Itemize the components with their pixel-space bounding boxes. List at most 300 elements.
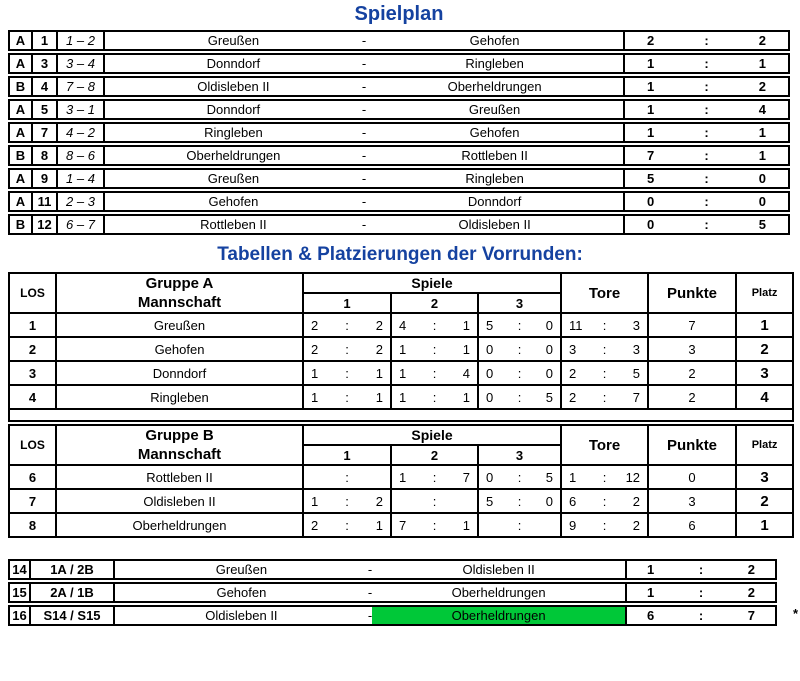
score-colon: : bbox=[704, 56, 709, 71]
score-home: 2 bbox=[647, 33, 655, 48]
colon: : bbox=[517, 365, 522, 381]
group-a-row bbox=[9, 361, 793, 385]
game1-home: 2 bbox=[311, 317, 319, 333]
colon: : bbox=[345, 517, 349, 533]
col-header-tore: Tore bbox=[561, 425, 648, 465]
match-number: 3 bbox=[33, 53, 58, 74]
dash-separator: - bbox=[361, 148, 367, 163]
group-a-row bbox=[9, 337, 793, 361]
game2-home: 7 bbox=[399, 517, 407, 533]
score-colon: : bbox=[704, 171, 709, 186]
colon: : bbox=[602, 469, 607, 485]
platz-value: 2 bbox=[736, 337, 793, 361]
finals-table bbox=[8, 557, 777, 628]
game1-result bbox=[303, 361, 391, 385]
match-group: A bbox=[8, 30, 33, 51]
game3-result bbox=[478, 385, 561, 409]
los-number: 7 bbox=[9, 489, 56, 513]
team2-name-highlighted: Oberheldrungen bbox=[372, 607, 625, 624]
score-home: 1 bbox=[647, 102, 655, 117]
colon: : bbox=[517, 389, 522, 405]
col-header-punkte: Punkte bbox=[648, 425, 736, 465]
tore-against: 5 bbox=[632, 365, 641, 381]
match-group: A bbox=[8, 168, 33, 189]
col-header-platz: Platz bbox=[736, 273, 793, 313]
tore-against: 3 bbox=[632, 317, 641, 333]
col-header-game1: 1 bbox=[303, 445, 391, 465]
colon: : bbox=[602, 365, 607, 381]
punkte-value: 0 bbox=[648, 465, 736, 489]
tore-result bbox=[561, 465, 648, 489]
game1-away: 2 bbox=[375, 493, 383, 509]
game2-away: 4 bbox=[462, 365, 470, 381]
colon: : bbox=[432, 389, 437, 405]
team1-name: Donndorf bbox=[206, 102, 261, 117]
match-row bbox=[8, 53, 790, 74]
team-name: Gehofen bbox=[56, 337, 303, 361]
game2-away: 1 bbox=[462, 341, 470, 357]
team2-name: Rottleben II bbox=[461, 148, 528, 163]
score-away: 5 bbox=[758, 217, 766, 232]
game1-home: 2 bbox=[311, 341, 319, 357]
match-pairing: 3 – 4 bbox=[58, 53, 105, 74]
game2-result bbox=[391, 465, 478, 489]
match-number: 7 bbox=[33, 122, 58, 143]
colon: : bbox=[602, 517, 607, 533]
game3-away: 0 bbox=[545, 493, 554, 509]
colon: : bbox=[432, 365, 437, 381]
game3-result bbox=[478, 337, 561, 361]
team1-name: Greußen bbox=[207, 33, 260, 48]
los-number: 6 bbox=[9, 465, 56, 489]
match-number: 5 bbox=[33, 99, 58, 120]
colon: : bbox=[517, 517, 522, 533]
colon: : bbox=[432, 493, 437, 509]
empty-cell bbox=[9, 409, 793, 421]
tore-for: 2 bbox=[569, 365, 577, 381]
match-row bbox=[8, 76, 790, 97]
game2-away: 1 bbox=[462, 389, 470, 405]
colon: : bbox=[432, 341, 437, 357]
group-b-row bbox=[9, 513, 793, 537]
match-score bbox=[625, 145, 790, 166]
punkte-value: 3 bbox=[648, 489, 736, 513]
score-home: 1 bbox=[647, 585, 655, 600]
team2-name: Donndorf bbox=[467, 194, 522, 209]
game2-result bbox=[391, 337, 478, 361]
col-header-tore: Tore bbox=[561, 273, 648, 313]
colon: : bbox=[345, 365, 349, 381]
final-score bbox=[627, 582, 777, 603]
game2-result bbox=[391, 513, 478, 537]
tore-for: 2 bbox=[569, 389, 577, 405]
team2-name: Ringleben bbox=[465, 171, 524, 186]
team-name: Oldisleben II bbox=[56, 489, 303, 513]
punkte-value: 3 bbox=[648, 337, 736, 361]
dash-separator: - bbox=[361, 79, 367, 94]
note-asterisk: * bbox=[792, 606, 798, 621]
score-away: 0 bbox=[758, 194, 766, 209]
match-score bbox=[625, 191, 790, 212]
tore-against: 2 bbox=[632, 517, 641, 533]
colon: : bbox=[345, 469, 349, 485]
score-home: 1 bbox=[647, 79, 655, 94]
score-away: 2 bbox=[747, 585, 755, 600]
match-group: B bbox=[8, 76, 33, 97]
punkte-value: 7 bbox=[648, 313, 736, 337]
game3-result bbox=[478, 489, 561, 513]
score-colon: : bbox=[704, 194, 709, 209]
final-code: 2A / 1B bbox=[31, 582, 115, 603]
colon: : bbox=[517, 493, 522, 509]
group-a-name: Gruppe A bbox=[145, 275, 214, 292]
dash-separator: - bbox=[361, 125, 367, 140]
game3-home: 5 bbox=[486, 317, 494, 333]
match-teams bbox=[105, 191, 625, 212]
match-pairing: 1 – 2 bbox=[58, 30, 105, 51]
colon: : bbox=[517, 341, 522, 357]
game1-result bbox=[303, 337, 391, 361]
final-row bbox=[8, 605, 777, 626]
game2-away: 1 bbox=[462, 517, 470, 533]
col-header-punkte: Punkte bbox=[648, 273, 736, 313]
team1-name: Ringleben bbox=[204, 125, 263, 140]
match-pairing: 3 – 1 bbox=[58, 99, 105, 120]
game3-home: 0 bbox=[486, 469, 494, 485]
platz-value: 4 bbox=[736, 385, 793, 409]
dash-separator: - bbox=[361, 171, 367, 186]
game3-away: 0 bbox=[545, 317, 554, 333]
col-header-spiele: Spiele bbox=[303, 425, 561, 445]
score-colon: : bbox=[704, 125, 709, 140]
team1-name: Donndorf bbox=[206, 56, 261, 71]
tore-result bbox=[561, 489, 648, 513]
match-teams bbox=[105, 214, 625, 235]
match-score bbox=[625, 76, 790, 97]
match-pairing: 2 – 3 bbox=[58, 191, 105, 212]
score-colon: : bbox=[704, 79, 709, 94]
score-home: 1 bbox=[647, 56, 655, 71]
team1-name: Gehofen bbox=[208, 194, 259, 209]
group-a-table bbox=[8, 272, 794, 422]
tore-result bbox=[561, 337, 648, 361]
match-number: 1 bbox=[33, 30, 58, 51]
final-score bbox=[627, 605, 777, 626]
match-group: A bbox=[8, 122, 33, 143]
match-score bbox=[625, 214, 790, 235]
col-header-spiele: Spiele bbox=[303, 273, 561, 293]
colon: : bbox=[602, 317, 607, 333]
game3-home: 5 bbox=[486, 493, 494, 509]
col-header-game3: 3 bbox=[478, 445, 561, 465]
colon: : bbox=[432, 469, 437, 485]
tore-for: 6 bbox=[569, 493, 577, 509]
team1-name: Oberheldrungen bbox=[186, 148, 281, 163]
col-header-game1: 1 bbox=[303, 293, 391, 313]
game3-home: 0 bbox=[486, 389, 494, 405]
game1-result bbox=[303, 489, 391, 513]
game2-home: 4 bbox=[399, 317, 407, 333]
team-name: Donndorf bbox=[56, 361, 303, 385]
team2-name: Gehofen bbox=[469, 125, 520, 140]
match-score bbox=[625, 53, 790, 74]
match-pairing: 4 – 2 bbox=[58, 122, 105, 143]
match-pairing: 1 – 4 bbox=[58, 168, 105, 189]
colon: : bbox=[432, 317, 437, 333]
colon: : bbox=[517, 469, 522, 485]
game2-home: 1 bbox=[399, 469, 407, 485]
colon: : bbox=[432, 517, 437, 533]
score-away: 0 bbox=[758, 171, 766, 186]
final-row bbox=[8, 582, 777, 603]
col-header-mannschaft bbox=[56, 273, 303, 313]
score-away: 1 bbox=[758, 148, 766, 163]
team2-name: Oberheldrungen bbox=[447, 79, 542, 94]
match-score bbox=[625, 99, 790, 120]
game3-result bbox=[478, 465, 561, 489]
dash-separator: - bbox=[367, 562, 373, 577]
platz-value: 1 bbox=[736, 313, 793, 337]
game1-away: 1 bbox=[375, 389, 383, 405]
match-number: 4 bbox=[33, 76, 58, 97]
col-header-los: LOS bbox=[9, 273, 56, 313]
game2-result bbox=[391, 361, 478, 385]
match-row bbox=[8, 30, 790, 51]
team1-name: Greußen bbox=[207, 171, 260, 186]
match-pairing: 7 – 8 bbox=[58, 76, 105, 97]
match-number: 11 bbox=[33, 191, 58, 212]
match-number: 8 bbox=[33, 145, 58, 166]
match-pairing: 8 – 6 bbox=[58, 145, 105, 166]
col-header-los: LOS bbox=[9, 425, 56, 465]
group-b-table bbox=[8, 424, 794, 538]
final-score bbox=[627, 559, 777, 580]
colon: : bbox=[517, 317, 522, 333]
game2-away: 1 bbox=[462, 317, 470, 333]
score-away: 2 bbox=[747, 562, 755, 577]
match-row bbox=[8, 214, 790, 235]
tore-for: 3 bbox=[569, 341, 577, 357]
match-score bbox=[625, 30, 790, 51]
group-b-header-row1 bbox=[9, 425, 793, 445]
los-number: 2 bbox=[9, 337, 56, 361]
match-teams bbox=[105, 76, 625, 97]
team-name: Oberheldrungen bbox=[56, 513, 303, 537]
score-colon: : bbox=[698, 608, 704, 623]
colon: : bbox=[602, 341, 607, 357]
game3-away: 5 bbox=[545, 389, 554, 405]
team-name: Rottleben II bbox=[56, 465, 303, 489]
dash-separator: - bbox=[367, 608, 373, 623]
section-title: Tabellen & Platzierungen der Vorrunden: bbox=[217, 244, 583, 265]
colon: : bbox=[345, 389, 349, 405]
mannschaft-label: Mannschaft bbox=[137, 294, 222, 311]
tore-result bbox=[561, 385, 648, 409]
final-number: 14 bbox=[8, 559, 31, 580]
match-row bbox=[8, 191, 790, 212]
score-away: 2 bbox=[758, 79, 766, 94]
game2-home: 1 bbox=[399, 341, 407, 357]
game3-result bbox=[478, 313, 561, 337]
game3-away: 0 bbox=[545, 341, 554, 357]
score-home: 7 bbox=[647, 148, 655, 163]
game2-result bbox=[391, 385, 478, 409]
game3-home: 0 bbox=[486, 365, 494, 381]
score-colon: : bbox=[698, 585, 704, 600]
match-group: A bbox=[8, 191, 33, 212]
final-number: 15 bbox=[8, 582, 31, 603]
game2-away: 7 bbox=[462, 469, 470, 485]
team1-name: Rottleben II bbox=[200, 217, 267, 232]
page-title: Spielplan bbox=[354, 3, 444, 25]
col-header-game2: 2 bbox=[391, 293, 478, 313]
final-teams bbox=[115, 582, 627, 603]
score-away: 2 bbox=[758, 33, 766, 48]
match-row bbox=[8, 99, 790, 120]
tore-for: 11 bbox=[569, 317, 583, 333]
colon: : bbox=[345, 317, 349, 333]
game1-home: 2 bbox=[311, 517, 319, 533]
colon: : bbox=[602, 493, 607, 509]
match-row bbox=[8, 122, 790, 143]
final-teams bbox=[115, 559, 627, 580]
tore-result bbox=[561, 361, 648, 385]
match-row bbox=[8, 168, 790, 189]
dash-separator: - bbox=[361, 194, 367, 209]
tore-for: 9 bbox=[569, 517, 577, 533]
tore-for: 1 bbox=[569, 469, 577, 485]
team2-name: Oberheldrungen bbox=[451, 585, 546, 600]
group-b-row bbox=[9, 489, 793, 513]
score-home: 0 bbox=[647, 194, 655, 209]
game1-home: 1 bbox=[311, 493, 319, 509]
score-home: 1 bbox=[647, 562, 655, 577]
mannschaft-label: Mannschaft bbox=[137, 446, 222, 463]
game2-result bbox=[391, 489, 478, 513]
spielplan-table bbox=[8, 28, 790, 237]
match-score bbox=[625, 168, 790, 189]
final-teams bbox=[115, 605, 627, 626]
colon: : bbox=[345, 493, 349, 509]
team1-name: Greußen bbox=[215, 562, 268, 577]
team2-name: Ringleben bbox=[465, 56, 524, 71]
match-number: 9 bbox=[33, 168, 58, 189]
platz-value: 2 bbox=[736, 489, 793, 513]
game1-result bbox=[303, 465, 391, 489]
los-number: 1 bbox=[9, 313, 56, 337]
team1-name: Gehofen bbox=[216, 585, 267, 600]
game1-home: 1 bbox=[311, 365, 319, 381]
punkte-value: 2 bbox=[648, 361, 736, 385]
game2-home: 1 bbox=[399, 389, 407, 405]
score-away: 7 bbox=[747, 608, 755, 623]
dash-separator: - bbox=[367, 585, 373, 600]
score-colon: : bbox=[704, 33, 709, 48]
tore-against: 2 bbox=[632, 493, 641, 509]
tore-result bbox=[561, 313, 648, 337]
los-number: 3 bbox=[9, 361, 56, 385]
tore-against: 7 bbox=[632, 389, 641, 405]
score-home: 6 bbox=[647, 608, 655, 623]
tore-result bbox=[561, 513, 648, 537]
team1-name: Oldisleben II bbox=[205, 608, 278, 623]
match-teams bbox=[105, 145, 625, 166]
col-header-game2: 2 bbox=[391, 445, 478, 465]
group-a-row bbox=[9, 313, 793, 337]
game3-result bbox=[478, 513, 561, 537]
match-row bbox=[8, 145, 790, 166]
colon: : bbox=[602, 389, 607, 405]
match-score bbox=[625, 122, 790, 143]
punkte-value: 2 bbox=[648, 385, 736, 409]
match-teams bbox=[105, 99, 625, 120]
score-home: 5 bbox=[647, 171, 655, 186]
group-b-row bbox=[9, 465, 793, 489]
team2-name: Oldisleben II bbox=[458, 217, 531, 232]
score-colon: : bbox=[704, 217, 709, 232]
team-name: Greußen bbox=[56, 313, 303, 337]
score-home: 1 bbox=[647, 125, 655, 140]
game2-home: 1 bbox=[399, 365, 407, 381]
team1-name: Oldisleben II bbox=[197, 79, 270, 94]
dash-separator: - bbox=[361, 217, 367, 232]
game1-away: 1 bbox=[375, 517, 383, 533]
dash-separator: - bbox=[361, 56, 367, 71]
match-teams bbox=[105, 168, 625, 189]
game3-away: 5 bbox=[545, 469, 554, 485]
tore-against: 12 bbox=[625, 469, 641, 485]
game1-away: 2 bbox=[375, 341, 383, 357]
match-group: A bbox=[8, 53, 33, 74]
game3-result bbox=[478, 361, 561, 385]
team2-name: Gehofen bbox=[469, 33, 520, 48]
score-away: 4 bbox=[758, 102, 766, 117]
platz-value: 3 bbox=[736, 361, 793, 385]
match-pairing: 6 – 7 bbox=[58, 214, 105, 235]
game1-result bbox=[303, 513, 391, 537]
col-header-platz: Platz bbox=[736, 425, 793, 465]
final-code: S14 / S15 bbox=[31, 605, 115, 626]
score-home: 0 bbox=[647, 217, 655, 232]
game1-away: 2 bbox=[375, 317, 383, 333]
match-group: B bbox=[8, 214, 33, 235]
los-number: 8 bbox=[9, 513, 56, 537]
score-away: 1 bbox=[758, 56, 766, 71]
final-code: 1A / 2B bbox=[31, 559, 115, 580]
match-group: B bbox=[8, 145, 33, 166]
match-group: A bbox=[8, 99, 33, 120]
finals-section bbox=[8, 557, 798, 628]
col-header-game3: 3 bbox=[478, 293, 561, 313]
match-teams bbox=[105, 53, 625, 74]
score-colon: : bbox=[704, 102, 709, 117]
punkte-value: 6 bbox=[648, 513, 736, 537]
final-number: 16 bbox=[8, 605, 31, 626]
tore-against: 3 bbox=[632, 341, 641, 357]
game1-result bbox=[303, 385, 391, 409]
match-teams bbox=[105, 30, 625, 51]
empty-row bbox=[9, 409, 793, 421]
game3-home: 0 bbox=[486, 341, 494, 357]
game1-away: 1 bbox=[375, 365, 383, 381]
team2-name: Oldisleben II bbox=[462, 562, 535, 577]
score-colon: : bbox=[698, 562, 704, 577]
game2-result bbox=[391, 313, 478, 337]
game1-home: 1 bbox=[311, 389, 319, 405]
dash-separator: - bbox=[361, 33, 367, 48]
col-header-mannschaft bbox=[56, 425, 303, 465]
platz-value: 3 bbox=[736, 465, 793, 489]
